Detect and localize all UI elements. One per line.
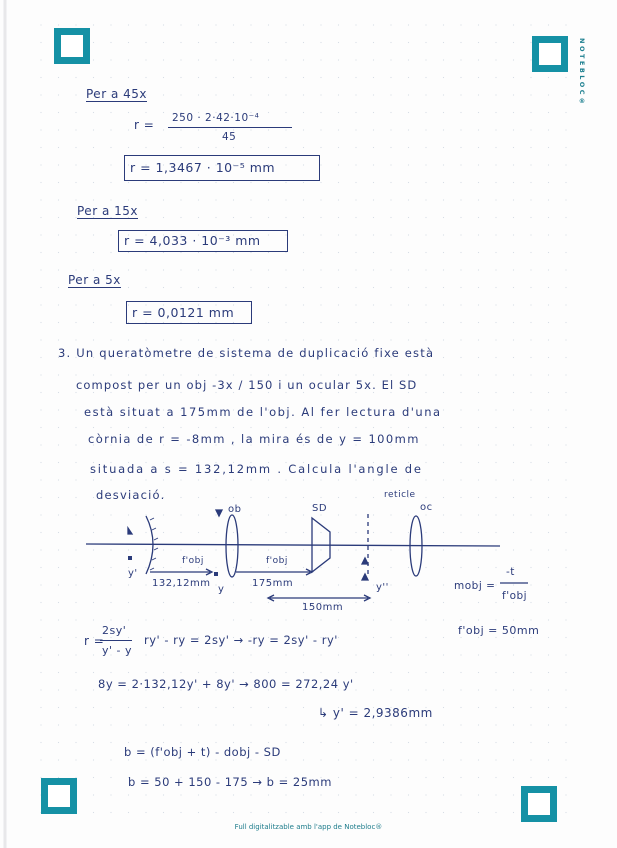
label-sd: SD — [312, 503, 328, 514]
eq1-rhs: ry' - ry = 2sy' → -ry = 2sy' - ry' — [144, 633, 338, 647]
eq1-numerator: 2sy' — [102, 624, 127, 637]
problem-line-6: desviació. — [96, 488, 166, 502]
eq2: 8y = 2·132,12y' + 8y' → 800 = 272,24 y' — [98, 677, 354, 691]
label-dist-150: 150mm — [302, 602, 344, 613]
label-y: y — [218, 584, 225, 595]
problem-line-1: 3. Un queratòmetre de sistema de duplicació fixe està — [58, 346, 435, 360]
label-mobj-den: f'obj — [502, 590, 528, 602]
eq1-lhs: r = — [84, 634, 105, 648]
label-fobj-1: f'obj — [182, 556, 204, 566]
problem-line-2: compost per un obj -3x / 150 i un ocular 5x. El SD — [76, 378, 418, 392]
label-mobj: mobj = — [454, 580, 496, 592]
problem-line-4: còrnia de r = -8mm , la mira és de y = 100mm — [88, 432, 420, 446]
label-mobj-num: -t — [506, 566, 515, 578]
problem-line-5: situada a s = 132,12mm . Calcula l'angle de — [90, 462, 423, 476]
label-dist-175: 175mm — [252, 578, 294, 589]
eq4: b = (f'obj + t) - dobj - SD — [124, 745, 281, 759]
label-fobj-2: f'obj — [266, 556, 288, 566]
result-5x: r = 0,0121 mm — [132, 305, 235, 320]
eq5: b = 50 + 150 - 175 → b = 25mm — [128, 775, 332, 789]
label-fobj-value: f'obj = 50mm — [458, 624, 540, 637]
brand-logo: NOTEBLOC® — [578, 38, 586, 108]
fraction-numerator: 250 · 2·42·10⁻⁴ — [172, 112, 260, 124]
result-15x: r = 4,033 · 10⁻³ mm — [124, 233, 261, 248]
objective-lens — [226, 515, 238, 577]
heading-15x: Per a 15x — [77, 204, 138, 218]
label-reticle: reticle — [384, 490, 416, 500]
label-y-double-prime: y'' — [376, 582, 389, 593]
eq1-fraction-bar — [100, 640, 132, 641]
footer-text: Full digitalitzable amb l'app de Notebloc® — [234, 823, 383, 831]
heading-45x: Per a 45x — [86, 87, 147, 101]
problem-line-3: està situat a 175mm de l'obj. Al fer lectura d'una — [84, 405, 442, 419]
label-dist-13212: 132,12mm — [152, 578, 211, 589]
cornea-surface — [146, 516, 153, 574]
eq3: ↳ y' = 2,9386mm — [318, 706, 433, 720]
r-label-45x: r = — [134, 118, 155, 132]
heading-5x: Per a 5x — [68, 273, 121, 287]
label-oc: oc — [420, 502, 433, 513]
eq1-denominator: y' - y — [102, 644, 133, 657]
fraction-denominator: 45 — [222, 131, 237, 143]
label-y-prime: y' — [128, 568, 138, 579]
result-45x: r = 1,3467 · 10⁻⁵ mm — [130, 160, 276, 175]
label-ob: ob — [228, 504, 242, 515]
optical-axis — [86, 544, 500, 546]
